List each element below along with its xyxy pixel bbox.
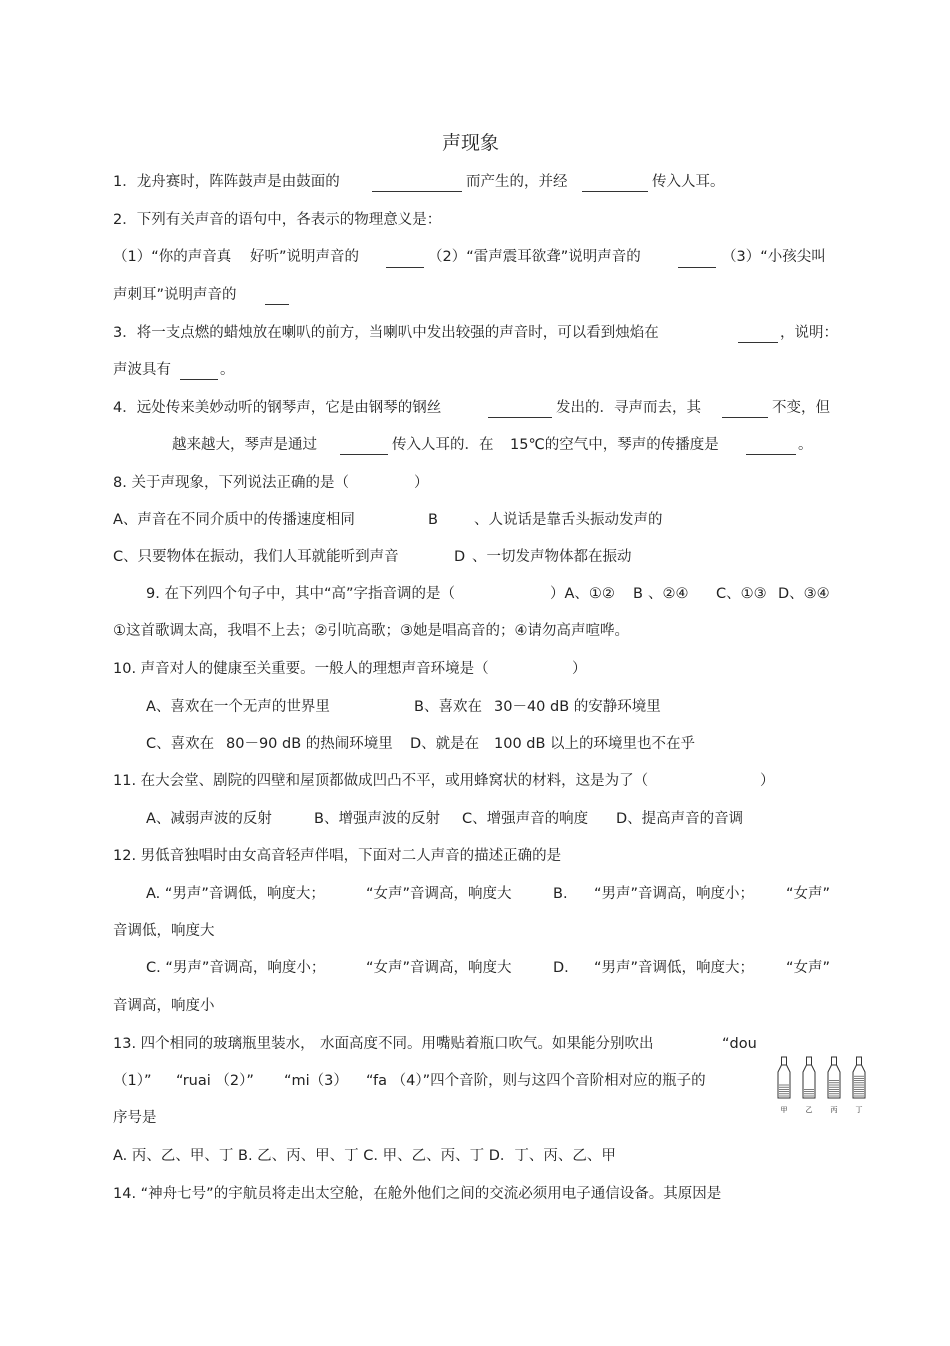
q1-text-c: 传入人耳。 [652, 174, 725, 190]
q2-part1: （1）“你的声音真 [113, 249, 232, 265]
q13-text-h: 序号是 [113, 1110, 157, 1126]
q2-part2: （2）“雷声震耳欲聋”说明声音的 [428, 249, 641, 265]
q12-option-c2: “女声”音调高，响度大 [366, 960, 512, 976]
bottle-1 [778, 1057, 790, 1114]
q12-option-d2: “男声”音调低，响度大； [594, 960, 755, 976]
q9-option-b: 、②④ [648, 586, 689, 602]
q3-blank-2 [180, 379, 218, 380]
q10-option-b2: 30－40 dB 的安静环境里 [494, 699, 661, 715]
q8-option-b: 、人说话是靠舌头振动发声的 [474, 512, 663, 528]
q4-blank-2 [722, 417, 768, 418]
q12-option-b4: 音调低，响度大 [113, 923, 215, 939]
q8-option-a: A、声音在不同介质中的传播速度相同 [113, 512, 355, 528]
q8-option-d-letter: D [454, 549, 466, 565]
q10-close: ） [572, 661, 587, 677]
q10-option-d2: 100 dB 以上的环境里也不在乎 [494, 736, 696, 752]
bottle-label: 丙 [830, 1106, 838, 1114]
q4-text-a: 4．远处传来美妙动听的钢琴声，它是由钢琴的钢丝 [113, 400, 442, 416]
q11-option-a: A、减弱声波的反射 [146, 811, 272, 827]
q10-option-b: B、喜欢在 [414, 699, 482, 715]
q4-blank-4 [746, 454, 796, 455]
q12-option-c1: C. “男声”音调高，响度小； [146, 960, 326, 976]
q9-option-b-letter: B [633, 586, 643, 602]
q12-option-b2: “男声”音调高，响度小； [594, 886, 755, 902]
q12-stem: 12. 男低音独唱时由女高音轻声伴唱，下面对二人声音的描述正确的是 [113, 848, 562, 864]
q13-text-c: “dou [722, 1036, 757, 1052]
q4-text-d: 越来越大，琴声是通过 [172, 437, 317, 453]
bottle-label: 乙 [805, 1106, 813, 1114]
q12-option-a2: “女声”音调高，响度大 [366, 886, 512, 902]
bottle-3 [828, 1057, 840, 1114]
q2-blank-2 [678, 267, 716, 268]
q2-part3: （3）“小孩尖叫 [722, 249, 826, 265]
q10-option-d: D、就是在 [410, 736, 480, 752]
q8-option-d: 、一切发声物体都在振动 [472, 549, 632, 565]
q3-text-c: 声波具有 [113, 362, 171, 378]
q12-option-d-letter: D. [553, 960, 569, 976]
q8-option-b-letter: B [428, 512, 438, 528]
bottles-figure [776, 1054, 872, 1116]
q12-option-d4: 音调高，响度小 [113, 998, 215, 1014]
bottle-4 [853, 1057, 865, 1114]
q3-text-d: 。 [220, 362, 235, 378]
q3-blank-1 [738, 342, 778, 343]
q4-text-c: 不变，但 [772, 400, 830, 416]
q2-part1b: 好听”说明声音的 [250, 249, 360, 265]
q13-text-b: 水面高度不同。用嘴贴着瓶口吹气。如果能分别吹出 [320, 1036, 654, 1052]
q13-text-f: “mi（3） [284, 1073, 348, 1089]
q13-text-d: （1）” [113, 1073, 152, 1089]
q11-option-c: C、增强声音的响度 [462, 811, 589, 827]
q12-option-b3: “女声” [786, 886, 831, 902]
bottle-label: 丁 [855, 1106, 863, 1114]
q2-part4: 声刺耳”说明声音的 [113, 287, 237, 303]
q9-close-a: ）A、①② [550, 586, 615, 602]
q8-option-c: C、只要物体在振动，我们人耳就能听到声音 [113, 549, 399, 565]
q13-options: A. 丙、乙、甲、丁 B. 乙、丙、甲、丁 C. 甲、乙、丙、丁 D．丁、丙、乙、甲 [113, 1148, 616, 1164]
q4-text-b: 发出的．寻声而去，其 [556, 400, 701, 416]
q11-close: ） [760, 773, 775, 789]
bottle-label: 甲 [780, 1106, 788, 1114]
q9-stem: 9. 在下列四个句子中，其中“高”字指音调的是（ [146, 586, 455, 602]
q3-text-a: 3．将一支点燃的蜡烛放在喇叭的前方，当喇叭中发出较强的声音时，可以看到烛焰在 [113, 325, 659, 341]
bottle-2 [803, 1057, 815, 1114]
q9-items: ①这首歌调太高，我唱不上去；②引吭高歌；③她是唱高音的；④请勿高声喧哗。 [113, 623, 629, 639]
q12-option-d3: “女声” [786, 960, 831, 976]
q1-blank-1 [372, 191, 462, 192]
q13-text-a: 13. 四个相同的玻璃瓶里装水， [113, 1036, 315, 1052]
q8-stem: 8. 关于声现象，下列说法正确的是（ [113, 475, 349, 491]
q8-close: ） [414, 475, 429, 491]
q2-blank-1 [386, 267, 424, 268]
q10-option-c2: 80－90 dB 的热闹环境里 [226, 736, 393, 752]
q4-text-f: 15℃的空气中，琴声的传播度是 [510, 437, 719, 453]
page-title: 声现象 [442, 132, 500, 154]
q11-option-d: D、提高声音的音调 [616, 811, 744, 827]
q11-option-b: B、增强声波的反射 [314, 811, 440, 827]
q9-option-c: C、①③ [716, 586, 767, 602]
q4-text-e: 传入人耳的．在 [392, 437, 494, 453]
q4-text-g: 。 [798, 437, 813, 453]
q10-option-c: C、喜欢在 [146, 736, 215, 752]
q4-blank-3 [340, 454, 388, 455]
q3-text-b: ，说明： [780, 325, 838, 341]
q1-text-b: 而产生的，并经 [466, 174, 568, 190]
q9-option-d: D、③④ [778, 586, 830, 602]
q4-blank-1 [488, 417, 552, 418]
q10-stem: 10. 声音对人的健康至关重要。一般人的理想声音环境是（ [113, 661, 489, 677]
q12-option-a1: A. “男声”音调低，响度大； [146, 886, 325, 902]
q11-stem: 11. 在大会堂、剧院的四壁和屋顶都做成凹凸不平，或用蜂窝状的材料，这是为了（ [113, 773, 649, 789]
q10-option-a: A、喜欢在一个无声的世界里 [146, 699, 330, 715]
q2-blank-3 [265, 304, 289, 305]
q12-option-b-letter: B. [553, 886, 568, 902]
q1-blank-2 [582, 191, 648, 192]
q14-text: 14. “神舟七号”的宇航员将走出太空舱，在舱外他们之间的交流必须用电子通信设备。其原因是 [113, 1186, 722, 1202]
q13-text-e: “ruai （2）” [176, 1073, 254, 1089]
q2-stem: 2．下列有关声音的语句中，各表示的物理意义是： [113, 212, 442, 228]
q1-text-a: 1．龙舟赛时，阵阵鼓声是由鼓面的 [113, 174, 340, 190]
q13-text-g: “fa （4）”四个音阶，则与这四个音阶相对应的瓶子的 [366, 1073, 706, 1089]
